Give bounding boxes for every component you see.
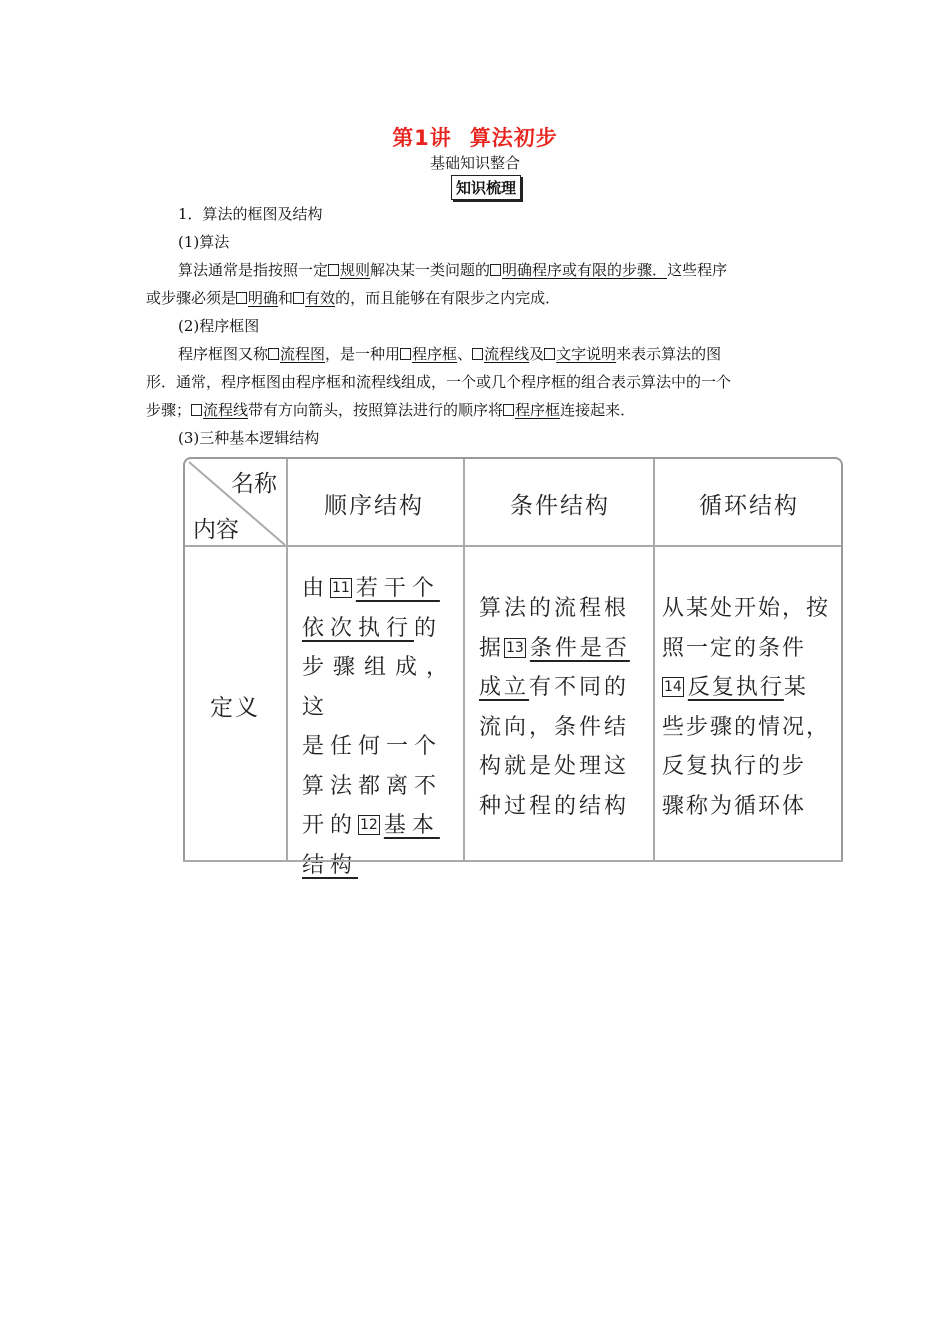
number-box: 13 [506,639,524,656]
blank-box-icon [328,264,339,276]
text-seg: 、 [457,345,473,363]
title-part1: 第1讲 [392,126,452,150]
text-seg: 及 [529,345,545,363]
answer-text: 程序框 [412,345,458,363]
answer-text: 基本 [383,813,440,838]
text-seg: 算法的流程根 [479,596,630,621]
text-seg: 流向，条件结 [479,714,630,740]
text-line-6 [178,343,721,364]
answer-text: 若干个 [355,576,440,601]
corner-label-bottom: 内容 [193,517,239,543]
blank-box-icon [544,348,555,360]
answer-text: 结构 [302,852,359,878]
answer-text: 流程线 [484,345,530,363]
corner-label-top: 名称 [231,471,277,497]
seq-definition [302,569,454,885]
blank-box-icon [191,404,202,416]
text-seg: ，是一种用 [325,345,401,363]
blank-box-icon [490,264,501,276]
section-label: 知识梳理 [451,175,521,200]
text-seg: 照一定的条件 [662,635,807,661]
text-seg: 步骤； [146,401,192,419]
answer-text: 反复执行 [687,675,784,700]
text-seg: 带有方向箭头，按照算法进行的顺序将 [248,401,504,419]
answer-text: 流程图 [280,345,326,363]
blank-box-icon [400,348,411,360]
subtitle: 基础知识整合 [429,154,520,172]
structure-table [183,457,843,878]
text-seg: 或步骤必须是 [146,289,237,307]
text-seg: 构就是处理这 [479,754,630,779]
text-seg: 程序框图又称 [178,345,269,363]
text-seg: 算法通常是指按照一定 [178,261,329,279]
number-box: 14 [664,679,682,695]
text-line-4 [146,287,560,308]
text-line-5: (2)程序框图 [178,317,260,335]
text-seg: 是任何一个 [302,734,443,759]
answer-text: 有效 [305,289,336,307]
header-condition: 条件结构 [510,493,610,519]
text-seg: 来表示算法的图 [616,345,722,363]
answer-text: 依次执行 [302,615,415,641]
answer-text: 条件是否 [529,635,630,661]
page-title [0,122,950,152]
text-seg: 反复执行的步 [662,754,807,779]
blank-box-icon [472,348,483,360]
blank-box-icon [293,292,304,304]
text-seg: 连接起来． [560,401,636,419]
text-line-9: (3)三种基本逻辑结构 [178,429,320,447]
text-seg: 的，而且能够在有限步之内完成． [335,289,561,307]
blank-box-icon [503,404,514,416]
text-seg: 和 [278,289,294,307]
text-seg: 开的 [302,813,359,838]
text-line-1: 1．算法的框图及结构 [178,205,323,223]
col-divider [653,459,655,862]
text-line-8 [146,399,635,420]
text-seg: 由 [302,576,331,601]
text-seg: 某 [783,675,808,700]
text-seg: 步骤组成，这 [302,655,454,720]
answer-text: 规则 [340,261,371,279]
text-line-3 [178,259,727,280]
blank-box-icon [236,292,247,304]
header-loop: 循环结构 [699,493,799,519]
text-line-2: (1)算法 [178,233,230,251]
text-line-7: 形．通常，程序框图由程序框和流程线组成，一个或几个程序框的组合表示算法中的一个 [146,373,732,391]
text-seg: 些步骤的情况， [662,714,831,740]
text-seg: 骤称为循环体 [662,793,807,819]
text-seg: 这些程序 [667,261,728,279]
col-divider [463,459,465,862]
loop-definition [662,589,840,826]
number-box: 12 [360,817,378,833]
blank-box-icon [268,348,279,360]
text-seg: 从某处开始，按 [662,596,831,621]
row-label-definition: 定义 [210,695,260,721]
answer-text: 程序框 [515,401,561,419]
answer-text: 明确程序或有限的步骤． [502,261,668,279]
answer-text: 成立 [479,675,530,700]
header-sequence: 顺序结构 [324,493,424,519]
answer-text: 文字说明 [556,345,617,363]
table-bottom-edge [183,860,843,862]
title-part2: 算法初步 [469,126,558,150]
text-seg: 种过程的结构 [479,793,630,819]
answer-text: 流程线 [203,401,249,419]
number-box: 11 [332,580,350,596]
text-seg: 据 [479,635,505,661]
answer-text: 明确 [248,289,279,307]
cond-definition [479,589,649,826]
text-seg: 的 [414,615,443,641]
text-seg: 算法都离不 [302,773,443,799]
text-seg: 解决某一类问题的 [370,261,491,279]
text-seg: 有不同的 [529,675,630,700]
